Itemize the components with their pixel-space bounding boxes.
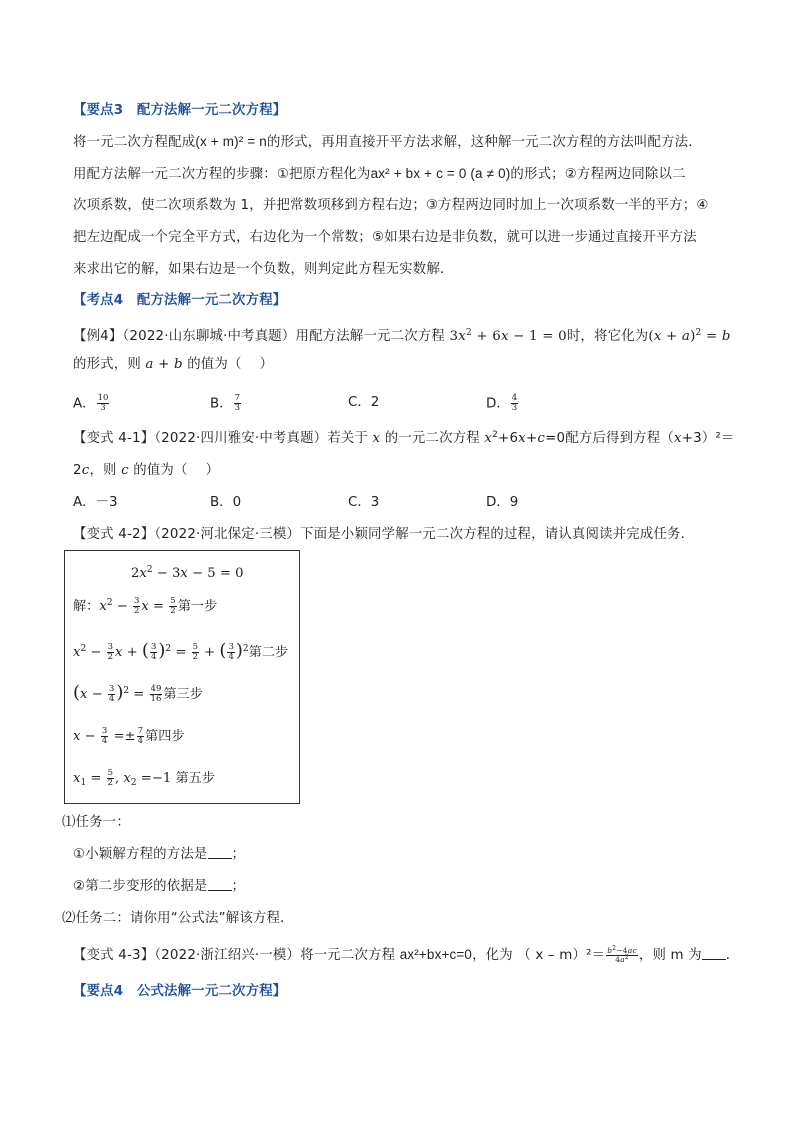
- box-line-step5: $x_1$ = $\frac{5}{2}$ , $x_2 =-1$ 第五步: [73, 768, 216, 788]
- var43-fraction: $\frac{b^2-4ac}{4a^2}$: [607, 944, 637, 964]
- solution-box: [64, 550, 300, 804]
- ex4-option-b[interactable]: B． $\frac{7}{3}$: [210, 393, 240, 413]
- task-1-question-1: ①小颖解方程的方法是 ；: [73, 847, 246, 862]
- paragraph-line-1: 将一元二次方程配成(x + m)² = n的形式，再用直接开平方法求解，这种解一元二次方程的方法叫配方法．: [73, 134, 702, 150]
- variant-4-1-line-1: 【变式 4-1】（2022·四川雅安·中考真题）若关于 x 的一元二次方程 $x^2+6x+c=0$配方后得到方程（x+3）²＝: [73, 430, 735, 446]
- ex4-option-a[interactable]: A． $\frac{10}{3}$: [73, 393, 109, 413]
- paragraph-line-3: 次项系数，使二次项系数为 1，并把常数项移到方程右边；③方程两边同时加上一次项系数一半的平方；④: [73, 198, 709, 213]
- box-line-equation: $2x^2 - 3x - 5 = 0$: [131, 565, 244, 581]
- ex4-option-d[interactable]: D． $\frac{4}{3}$: [486, 393, 518, 413]
- task-1-heading: ⑴任务一：: [62, 815, 130, 830]
- answer-blank-1[interactable]: [208, 846, 232, 859]
- box-line-step1: 解：$x^2$ − $\frac{3}{2}$ x = $\frac{5}{2}$ 第一步: [73, 596, 218, 616]
- var41-option-b[interactable]: B．0: [210, 495, 242, 510]
- ex4-option-c[interactable]: C．2: [348, 395, 380, 410]
- answer-blank-2[interactable]: [208, 878, 232, 891]
- equation-ex4-form: $(x + a)^2 = b$: [648, 328, 731, 344]
- section-heading-3: 【要点3 配方法解一元二次方程】: [73, 103, 287, 118]
- box-line-step4: x − $\frac{3}{4}$ =± $\frac{7}{4}$ 第四步: [73, 726, 185, 746]
- paragraph-line-2: 用配方法解一元二次方程的步骤：①把原方程化为ax² + bx + c = 0 (a ≠ 0)的形式；②方程两边同除以二: [73, 166, 686, 182]
- task-2: ⑵任务二：请你用“公式法”解该方程．: [62, 911, 294, 926]
- example-4-line-2b: 的形式，则 a + b 的值为（ ）: [73, 357, 274, 372]
- kaodian-heading-4: 【考点4 配方法解一元二次方程】: [73, 293, 287, 308]
- example-4-line-1: 【例4】（2022·山东聊城·中考真题）用配方法解一元二次方程 $3x^2 + 6x - 1 = 0$时，将它化为$(x + a)^2 = b$: [73, 328, 731, 344]
- variant-4-1-line-2: 2c，则 c 的值为（ ）: [73, 463, 220, 478]
- variant-4-2-line: 【变式 4-2】（2022·河北保定·三模）下面是小颖同学解一元二次方程的过程，请认真阅读并完成任务．: [73, 527, 695, 542]
- var41-option-d[interactable]: D．9: [486, 495, 519, 510]
- ex4-line2-text: 的形式，则 a + b: [73, 357, 183, 372]
- paragraph-line-4: 把左边配成一个完全平方式，右边化为一个常数；⑤如果右边是非负数，就可以进一步通过直接开平方法: [73, 230, 697, 245]
- var41-option-c[interactable]: C．3: [348, 495, 380, 510]
- task-1-question-2: ②第二步变形的依据是 ；: [73, 879, 246, 894]
- var41-option-a[interactable]: A．－3: [73, 495, 118, 510]
- box-line-step3: (x − $\frac{3}{4}$ )$^2$ = $\frac{49}{16}$ 第三步: [73, 682, 203, 704]
- answer-blank-3[interactable]: [702, 947, 726, 960]
- variant-4-3-line: 【变式 4-3】（2022·浙江绍兴·一模）将一元二次方程 ax²+bx+c=0，化为 （ x – m）²＝ $\frac{b^2-4ac}{4a^2}$ ，则 m 为 ．: [73, 944, 740, 964]
- paragraph-line-5: 来求出它的解，如果右边是一个负数，则判定此方程无实数解．: [73, 262, 454, 277]
- equation-ex4: $3x^2 + 6x - 1 = 0$: [449, 328, 567, 344]
- section-heading-4: 【要点4 公式法解一元二次方程】: [73, 984, 287, 999]
- box-line-step2: $x^2$ − $\frac{3}{2}$ x + ( $\frac{3}{4}$ )$^2$ = $\frac{5}{2}$ + ( $\frac{3}{4}$ )$^2$第二步: [73, 640, 289, 662]
